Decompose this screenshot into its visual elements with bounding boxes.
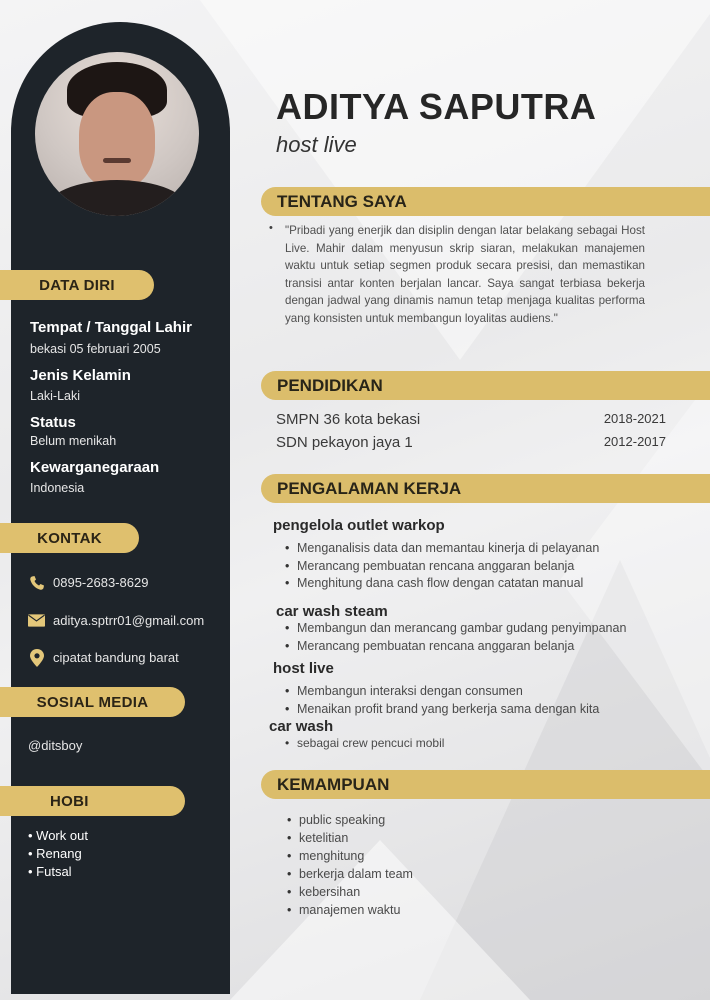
skills-list (287, 811, 413, 919)
job-duties (285, 683, 599, 718)
candidate-name: ADITYA SAPUTRA (276, 86, 597, 127)
school-years: 2018-2021 (603, 411, 666, 426)
skill-item: • berkerja dalam team (287, 865, 413, 883)
duty-item: • Merancang pembuatan rencana anggaran belanja (285, 558, 599, 576)
school-name: SDN pekayon jaya 1 (276, 434, 413, 451)
field-value-citizenship: Indonesia (30, 481, 85, 495)
location-pin-icon (28, 649, 45, 666)
duty-item: • Menghitung dana cash flow dengan catatan manual (285, 575, 599, 593)
skill-item: • ketelitian (287, 829, 413, 847)
social-handle: @ditsboy (28, 738, 83, 753)
field-label-citizenship: Kewarganegaraan (30, 459, 160, 476)
section-heading-skills: KEMAMPUAN (261, 770, 710, 799)
job-duties (285, 735, 444, 753)
contact-email (28, 612, 204, 629)
field-value-gender: Laki-Laki (30, 389, 81, 403)
section-heading-experience: PENGALAMAN KERJA (261, 474, 710, 503)
job-title: host live (273, 660, 334, 677)
education-row (276, 434, 666, 451)
field-value-birth: bekasi 05 februari 2005 (30, 342, 161, 356)
hobby-item: • Renang (28, 846, 82, 861)
duty-item: • sebagai crew pencuci mobil (285, 735, 444, 753)
skill-item: • menghitung (287, 847, 413, 865)
job-title: pengelola outlet warkop (273, 517, 445, 534)
about-text: "Pribadi yang enerjik dan disiplin dengan latar belakang sebagai Host Live. Mahir dalam menyusun skrip siaran, melakukan manajemen waktu untuk setiap segmen produk secara presisi, dan memastikan transisi antar konten berjalan lancar. Saya sangat terbiasa bekerja dengan jadwal yang dinamis namun tetap menjaga kualitas performa yang konsisten untuk membangun loyalitas audiens." (285, 224, 645, 325)
phone-number: 0895-2683-8629 (53, 575, 149, 590)
duty-item: • Menganalisis data dan memantau kinerja di pelayanan (285, 540, 599, 558)
photo-shirt (45, 180, 189, 216)
contact-location (28, 649, 179, 666)
skill-item: • kebersihan (287, 883, 413, 901)
skill-item: • public speaking (287, 811, 413, 829)
duty-item: • Membangun interaksi dengan consumen (285, 683, 599, 701)
job-duties (285, 620, 626, 655)
duty-item: • Menaikan profit brand yang berkerja sama dengan kita (285, 701, 599, 719)
bullet-icon: • (269, 222, 273, 234)
job-title: car wash (269, 718, 334, 735)
duty-item: • Membangun dan merancang gambar gudang penyimpanan (285, 620, 626, 638)
skill-item: • manajemen waktu (287, 901, 413, 919)
email-address: aditya.sptrr01@gmail.com (53, 613, 205, 628)
school-years: 2012-2017 (603, 434, 666, 449)
profile-photo (35, 52, 199, 216)
phone-icon (28, 574, 45, 591)
hobby-item: • Futsal (28, 864, 72, 879)
education-row (276, 411, 666, 428)
section-heading-education: PENDIDIKAN (261, 371, 710, 400)
section-heading-social: SOSIAL MEDIA (0, 687, 185, 717)
section-heading-about: TENTANG SAYA (261, 187, 710, 216)
school-name: SMPN 36 kota bekasi (276, 411, 421, 428)
photo-mouth (103, 158, 131, 163)
field-label-status: Status (30, 414, 76, 431)
photo-face (79, 92, 155, 188)
section-heading-contact: KONTAK (0, 523, 139, 553)
section-heading-personal: DATA DIRI (0, 270, 154, 300)
hobby-item: • Work out (28, 828, 88, 843)
field-label-birth: Tempat / Tanggal Lahir (30, 319, 192, 336)
mail-icon (28, 612, 45, 629)
candidate-role: host live (276, 132, 357, 157)
job-title: car wash steam (276, 603, 388, 620)
job-duties (285, 540, 599, 593)
field-value-status: Belum menikah (30, 434, 117, 448)
location-text: cipatat bandung barat (53, 650, 179, 665)
duty-item: • Merancang pembuatan rencana anggaran belanja (285, 638, 626, 656)
field-label-gender: Jenis Kelamin (30, 367, 131, 384)
contact-phone (28, 574, 148, 591)
section-heading-hobbies: HOBI (0, 786, 185, 816)
